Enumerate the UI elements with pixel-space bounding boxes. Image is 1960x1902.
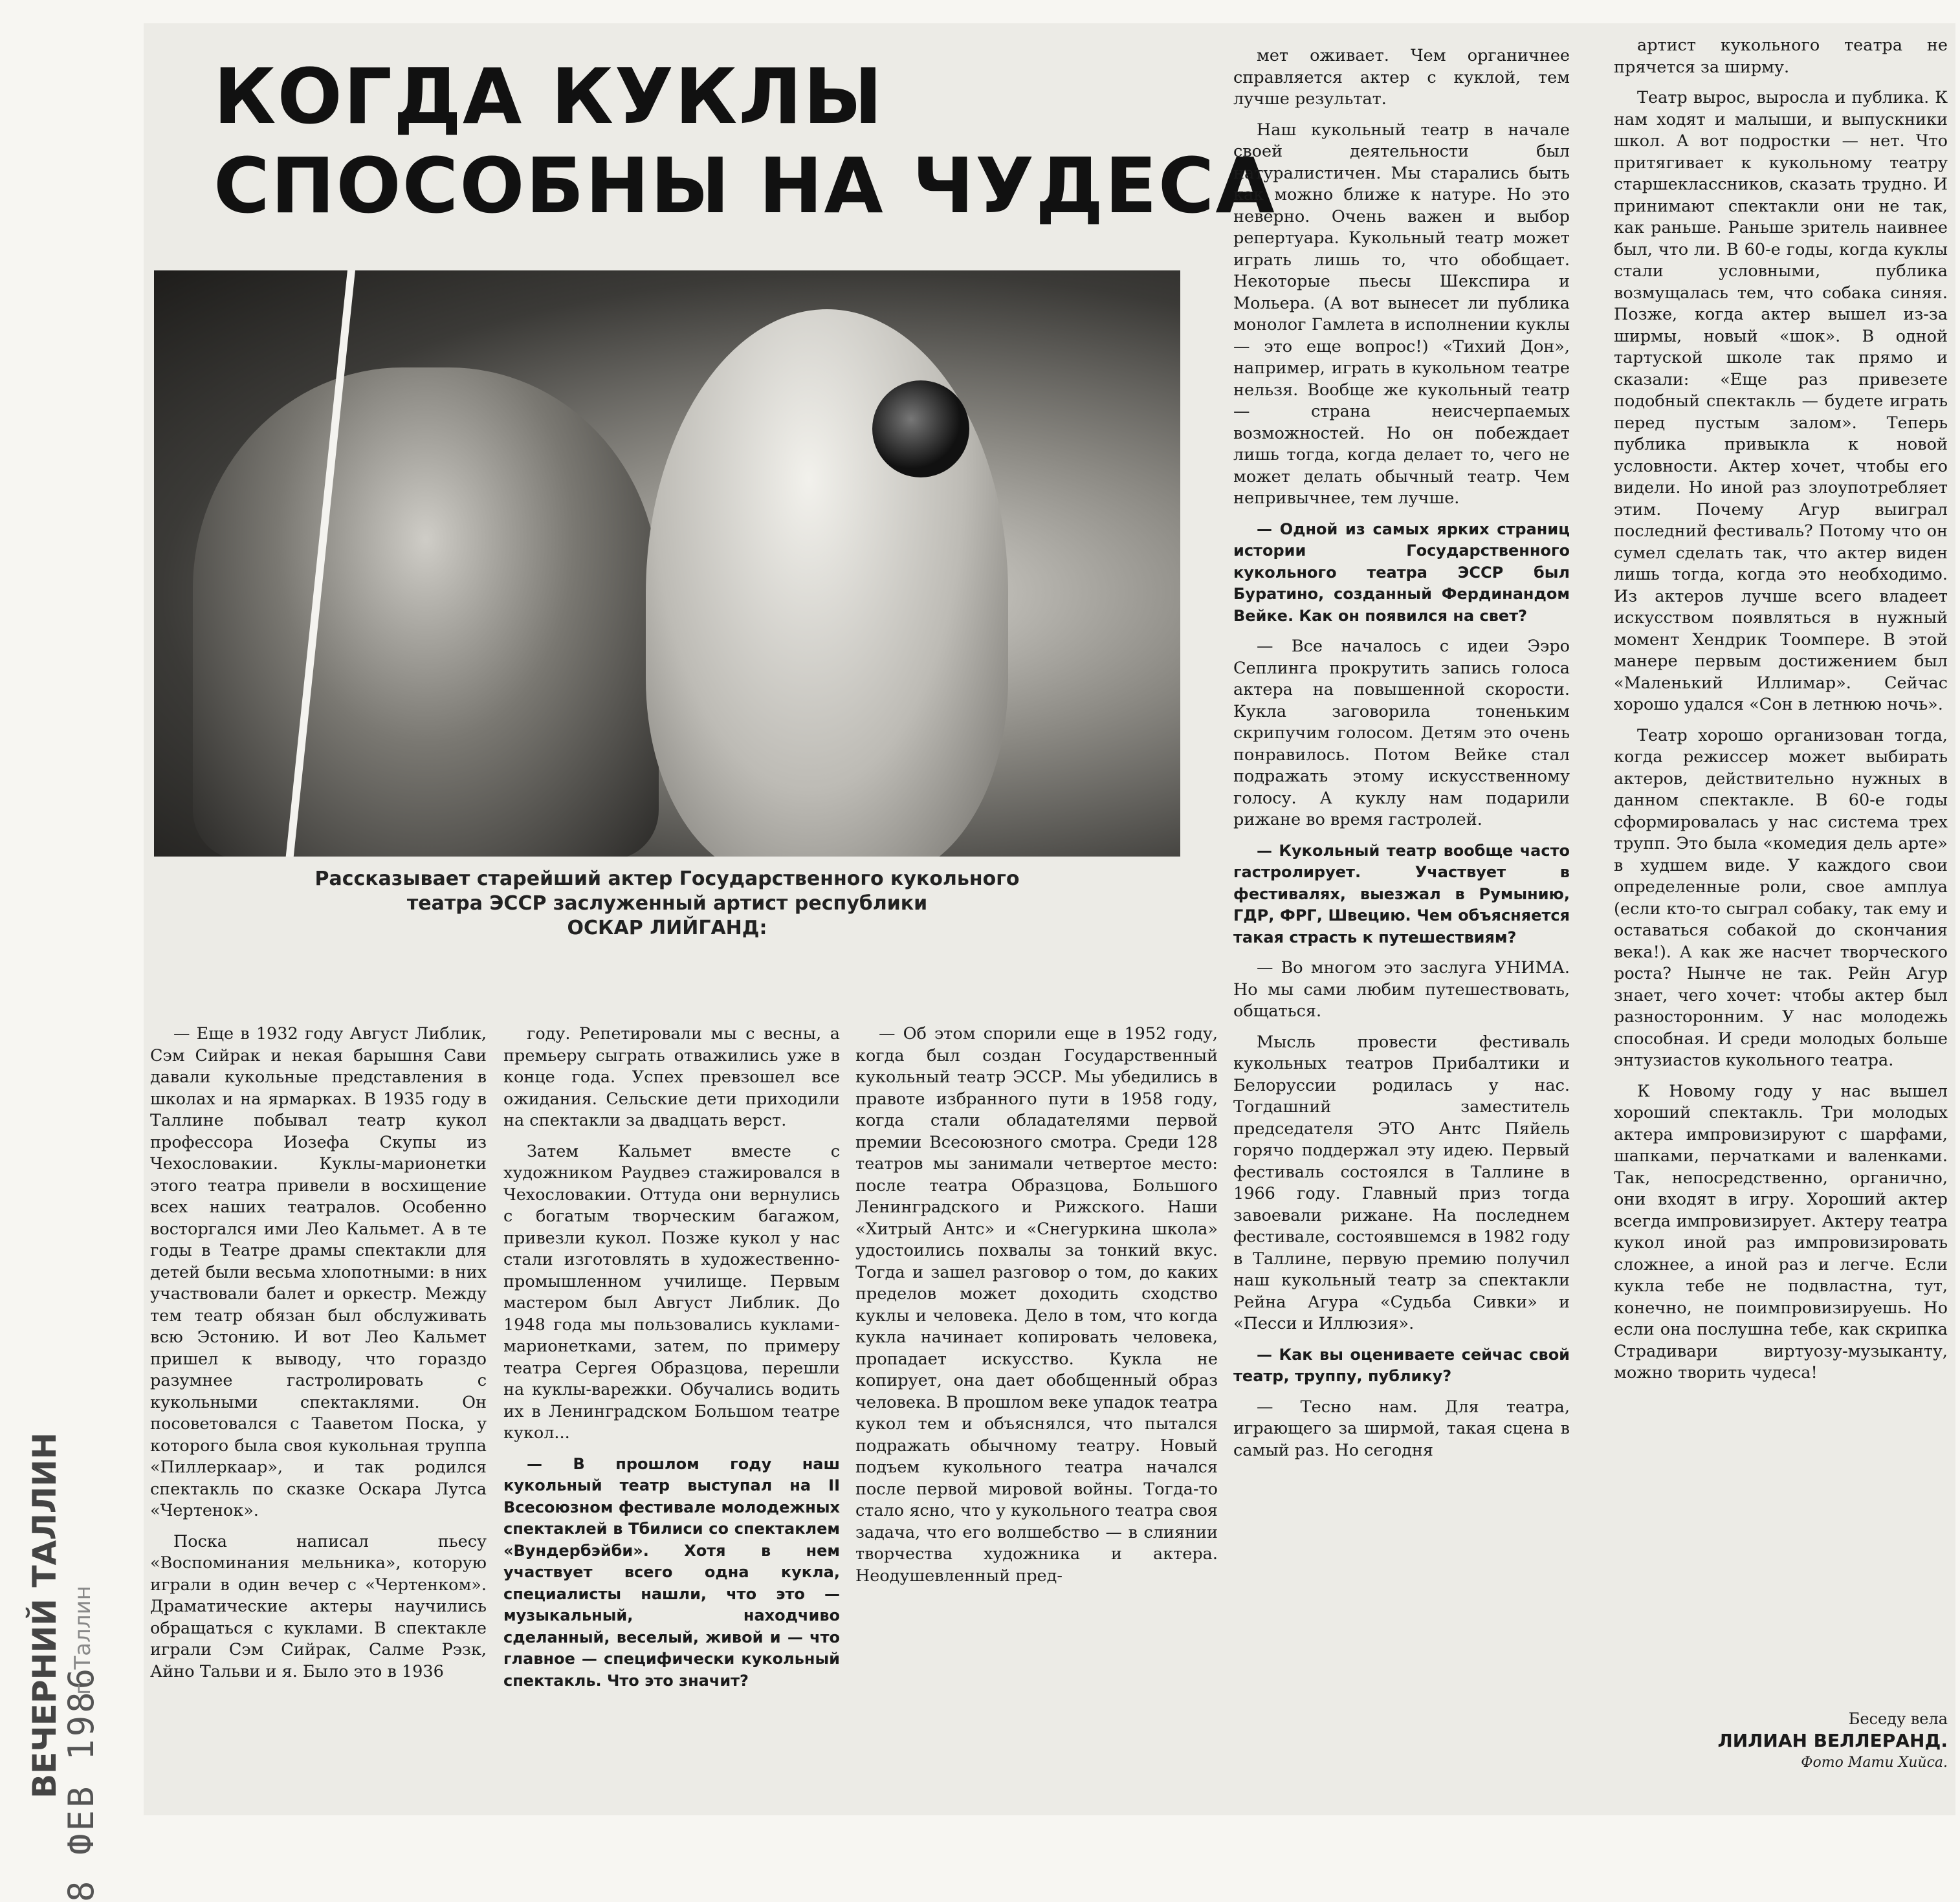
stamp-city: г. Таллин (70, 1586, 96, 1695)
paragraph: артист кукольного театра не прячется за ширму. (1614, 36, 1948, 77)
photo-puppet (646, 309, 1008, 857)
paragraph: К Новому году у нас вышел хороший спектакль. Три молодых актера импровизируют с шарфами, шапками, перчатками и валенками. Так, непосредственно, органично, они входят в игру. Хороший актер всегда импровизирует. Актеру театра кукол иной раз импровизировать сложнее, а иной раз и легче. Если кукла тебе не подвластна, тут, конечно, не поимпровизируешь. Но если она послушна тебе, как скрипка Страдивари виртуозу-музыканту, можно творить чудеса! (1614, 1081, 1948, 1383)
paragraph: году. Репетировали мы с весны, а премьеру сыграть отважились уже в конце года. Успех превзошел все ожидания. Сельские дети приходили на спектакли за двадцать верст. (503, 1024, 840, 1130)
article-column-4 (1233, 45, 1570, 1805)
interview-question: — Как вы оцениваете сейчас свой театр, труппу, публику? (1233, 1345, 1570, 1385)
signature-intro: Беседу вела (1848, 1710, 1948, 1728)
article-column-2 (503, 1023, 840, 1800)
paragraph: — Все началось с идеи Ээро Сеплинга прокрутить запись голоса актера на повышенной скорости. Кукла заговорила тоненьким скрипучим голосом. Детям это очень понравилось. Потом Вейке стал подражать этому искусственному голосу. А куклу нам подарили рижане во время гастролей. (1233, 637, 1570, 829)
signature-author: ЛИЛИАН ВЕЛЛЕРАНД. (1717, 1730, 1948, 1751)
article-signature (1614, 1708, 1948, 1774)
puppet-eye (872, 380, 969, 477)
article-column-3 (855, 1023, 1218, 1800)
interview-question: — Одной из самых ярких страниц истории Государственного кукольного театра ЭССР был Буратино, созданный Фердинандом Вейке. Как он появился на свет? (1233, 519, 1570, 625)
article-column-1 (150, 1023, 487, 1800)
stamp-date: 8 ФЕВ 1986 (61, 1665, 102, 1902)
paragraph: — Еще в 1932 году Август Либлик, Сэм Сийрак и некая барышня Сави давали кукольные представления в школах и на ярмарках. В 1935 году в Таллине побывал театр кукол профессора Иозефа Скупы из Чехословакии. Куклы-марионетки этого театра привели в восхищение всех наших театралов. Особенно восторгался ими Лео Кальмет. А в те годы в Театре драмы спектакли для детей были весьма хлопотными: в них участвовали балет и оркестр. Между тем театр обязан был обслуживать всю Эстонию. И вот Лео Кальмет пришел к выводу, что гораздо разумнее гастролировать с кукольными спектаклями. Он посоветовался с Тааветом Поска, у которого была своя кукольная труппа «Пиллеркаар», и так родился спектакль по сказке Оскара Лутса «Чертенок». (150, 1024, 487, 1520)
paragraph: Поска написал пьесу «Воспоминания мельника», которую играли в один вечер с «Чертенком». Драматические актеры научились обращаться с куклами. В спектакле играли Сэм Сийрак, Салме Рэзк, Айно Тальви и я. Было это в 1936 (150, 1531, 487, 1681)
interview-question: — В прошлом году наш кукольный театр выступал на II Всесоюзном фестивале молодежных спектаклей в Тбилиси со спектаклем «Вундербэйби». Хотя в нем участвует всего одна кукла, специалисты нашли, что это — музыкальный, находчиво сделанный, веселый, живой и — что главное — специфически кукольный спектакль. Что это значит? (503, 1454, 840, 1690)
article-headline (214, 52, 1276, 230)
caption-line-2: театра ЭССР заслуженный артист республики (406, 892, 928, 915)
paragraph: мет оживает. Чем органичнее справляется актер с куклой, тем лучше результат. (1233, 46, 1570, 109)
paragraph: Затем Кальмет вместе с художником Раудвеэ стажировался в Чехословакии. Оттуда они вернулись с богатым творческим багажом, привезли кукол. Позже кукол у нас стали изготовлять в художественно-промышленном училище. Первым мастером был Август Либлик. До 1948 года мы пользовались куклами-марионетками, затем, по примеру театра Сергея Образцова, перешли на куклы-варежки. Обучались водить их в Ленинградском Большом театре кукол... (503, 1141, 840, 1443)
headline-line-1: КОГДА КУКЛЫ (214, 52, 884, 141)
interview-question: — Кукольный театр вообще часто гастролирует. Участвует в фестивалях, выезжал в Румынию, ГДР, ФРГ, Швецию. Чем объясняется такая страсть к путешествиям? (1233, 841, 1570, 946)
paragraph: Театр хорошо организован тогда, когда режиссер может выбирать актеров, действительно нужных в данном спектакле. В 60-е годы сформировалась у нас система трех трупп. Это была «комедия дель арте» в худшем виде. У каждого свои определенные роли, свое амплуа (если кто-то сыграл собаку, так ему и оставаться собакой до скончания века!). А как же насчет творческого роста? Нынче не так. Рейн Агур знает, чего хочет: чтобы актер был разносторонним. У нас молодежь способная. И среди молодых больше энтузиастов кукольного театра. (1614, 725, 1948, 1070)
headline-line-2: СПОСОБНЫ НА ЧУДЕСА (214, 141, 1276, 230)
paragraph: — Тесно нам. Для театра, играющего за ширмой, такая сцена в самый раз. Но сегодня (1233, 1397, 1570, 1460)
paragraph: Мысль провести фестиваль кукольных театров Прибалтики и Белоруссии родилась у нас. Тогдашний заместитель председателя ЭТО Антс Пяйель горячо поддержал эту идею. Первый фестиваль состоялся в Таллине в 1966 году. Главный приз тогда завоевали рижане. На последнем фестивале, состоявшемся в 1982 году в Таллине, первую премию получил наш кукольный театр за спектакли Рейна Агура «Судьба Сивки» и «Песси и Иллюзия». (1233, 1032, 1570, 1333)
paragraph: — Об этом спорили еще в 1952 году, когда был создан Государственный кукольный театр ЭССР. Мы убедились в правоте избранного пути в 1958 году, когда стали обладателями первой премии Всесоюзного смотра. Среди 128 театров мы занимали четвертое место: после театра Образцова, Большого Ленинградского и Рижского. Наши «Хитрый Антс» и «Снегуркина школа» удостоились похвалы за тонкий вкус. Тогда и зашел разговор о том, до каких пределов может доходить сходство куклы и человека. Дело в том, что когда кукла начинает копировать человека, пропадает искусство. Кукла не копирует, она дает обобщенный образ человека. В прошлом веке упадок театра кукол тем и объяснялся, что пытался подражать обычному театру. Новый подъем кукольного театра начался после первой мировой войны. Тогда-то стало ясно, что у кукольного театра своя задача, что его волшебство — в слиянии творчества художника и актера. Неодушевленный пред- (855, 1024, 1218, 1586)
paragraph: Театр вырос, выросла и публика. К нам ходят и малыши, и выпускники школ. А вот подростки — нет. Что притягивает к кукольному театру старшеклассников, сказать трудно. И принимают спектакли они не так, как раньше. Раньше зритель наивнее был, что ли. В 60-е годы, когда куклы стали условными, публика возмущалась тем, что собака синяя. Позже, когда актер вышел из-за ширмы, новый «шок». В одной тартуской школе так прямо и сказали: «Еще раз привезете подобный спектакль — будете играть перед пустым залом». Теперь публика привыкла к новой условности. Актер хочет, чтобы его видели. Но иной раз злоупотребляет этим. Почему Агур выиграл последний фестиваль? Потому что он сумел сделать так, что актер виден лишь тогда, когда это необходимо. Из актеров лучше всего владеет искусством появляться в нужный момент Хендрик Тоомпере. В этой манере первым достижением был «Маленький Иллимар». Сейчас хорошо удался «Сон в летнюю ночь». (1614, 88, 1948, 714)
caption-line-1: Рассказывает старейший актер Государственного кукольного (314, 868, 1020, 890)
photo-man (193, 367, 659, 857)
article-photo (154, 270, 1180, 857)
photo-credit: Фото Мати Хийса. (1801, 1754, 1948, 1771)
caption-line-3: ОСКАР ЛИЙГАНД: (567, 917, 767, 939)
stamp-newspaper: ВЕЧЕРНИЙ ТАЛЛИН (26, 1432, 63, 1798)
paragraph: Наш кукольный театр в начале своей деятельности был натуралистичен. Мы старались быть как можно ближе к натуре. Но это неверно. Очень важен и выбор репертуара. Кукольный театр может играть лишь то, что обобщает. Некоторые пьесы Шекспира и Мольера. (А вот вынесет ли публика монолог Гамлета в исполнении куклы — это еще вопрос!) «Тихий Дон», например, играть в кукольном театре нельзя. Вообще же кукольный театр — страна неисчерпаемых возможностей. Но он побеждает лишь тогда, когда делает то, чего не может делать обычный театр. Чем непривычнее, тем лучше. (1233, 120, 1570, 508)
photo-caption (154, 867, 1180, 941)
article-column-5 (1614, 35, 1948, 1808)
paragraph: — Во многом это заслуга УНИМА. Но мы сами любим путешествовать, общаться. (1233, 958, 1570, 1021)
